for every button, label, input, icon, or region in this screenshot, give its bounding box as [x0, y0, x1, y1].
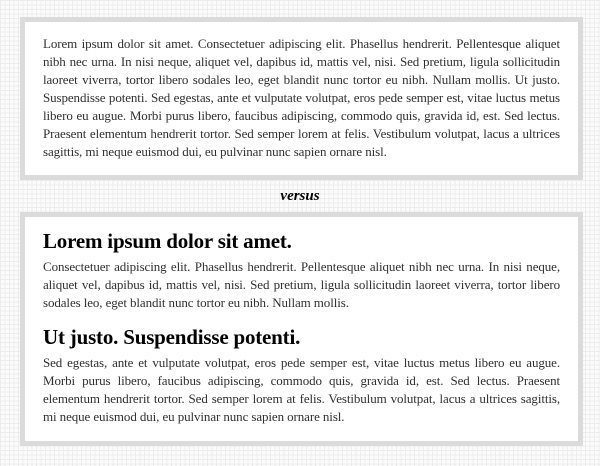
section-heading-2: Ut justo. Suspendisse potenti.: [43, 325, 301, 349]
formatted-text-box: [20, 212, 583, 446]
versus-label: versus: [280, 188, 320, 204]
section-heading-1: Lorem ipsum dolor sit amet.: [43, 229, 292, 253]
plain-paragraph: Lorem ipsum dolor sit amet. Consectetuer adipiscing elit. Phasellus hendrerit. Pellentesque aliquet nibh nec urna. In nisi neque, aliquet vel, dapibus id, mattis vel, nisi. Sed pretium, ligula sollicitudin laoreet viverra, tortor libero sodales leo, eget blandit nunc tortor eu nibh. Nullam mollis. Ut justo. Suspendisse potenti. Sed egestas, ante et vulputate volutpat, eros pede semper est, vitae luctus metus libero eu augue. Morbi purus libero, faucibus adipiscing, commodo quis, gravida id, est. Sed lectus. Praesent elementum hendrerit tortor. Sed semper lorem at felis. Vestibulum volutpat, lacus a ultrices sagittis, mi neque euismod dui, eu pulvinar nunc sapien ornare nisl.: [43, 36, 560, 159]
unformatted-text-box: [20, 17, 583, 180]
section-paragraph-1: Consectetuer adipiscing elit. Phasellus hendrerit. Pellentesque aliquet nibh nec urna. In nisi neque, aliquet vel, dapibus id, mattis vel, nisi. Sed pretium, ligula sollicitudin laoreet viverra, tortor libero sodales leo, eget blandit nunc tortor eu nibh. Nullam mollis.: [43, 259, 560, 310]
section-paragraph-2: Sed egestas, ante et vulputate volutpat, eros pede semper est, vitae luctus metus libero eu augue. Morbi purus libero, faucibus adipiscing, commodo quis, gravida id, est. Sed lectus. Praesent elementum hendrerit tortor. Sed semper lorem at felis. Vestibulum volutpat, lacus a ultrices sagittis, mi neque euismod dui, eu pulvinar nunc sapien ornare nisl.: [43, 355, 560, 424]
